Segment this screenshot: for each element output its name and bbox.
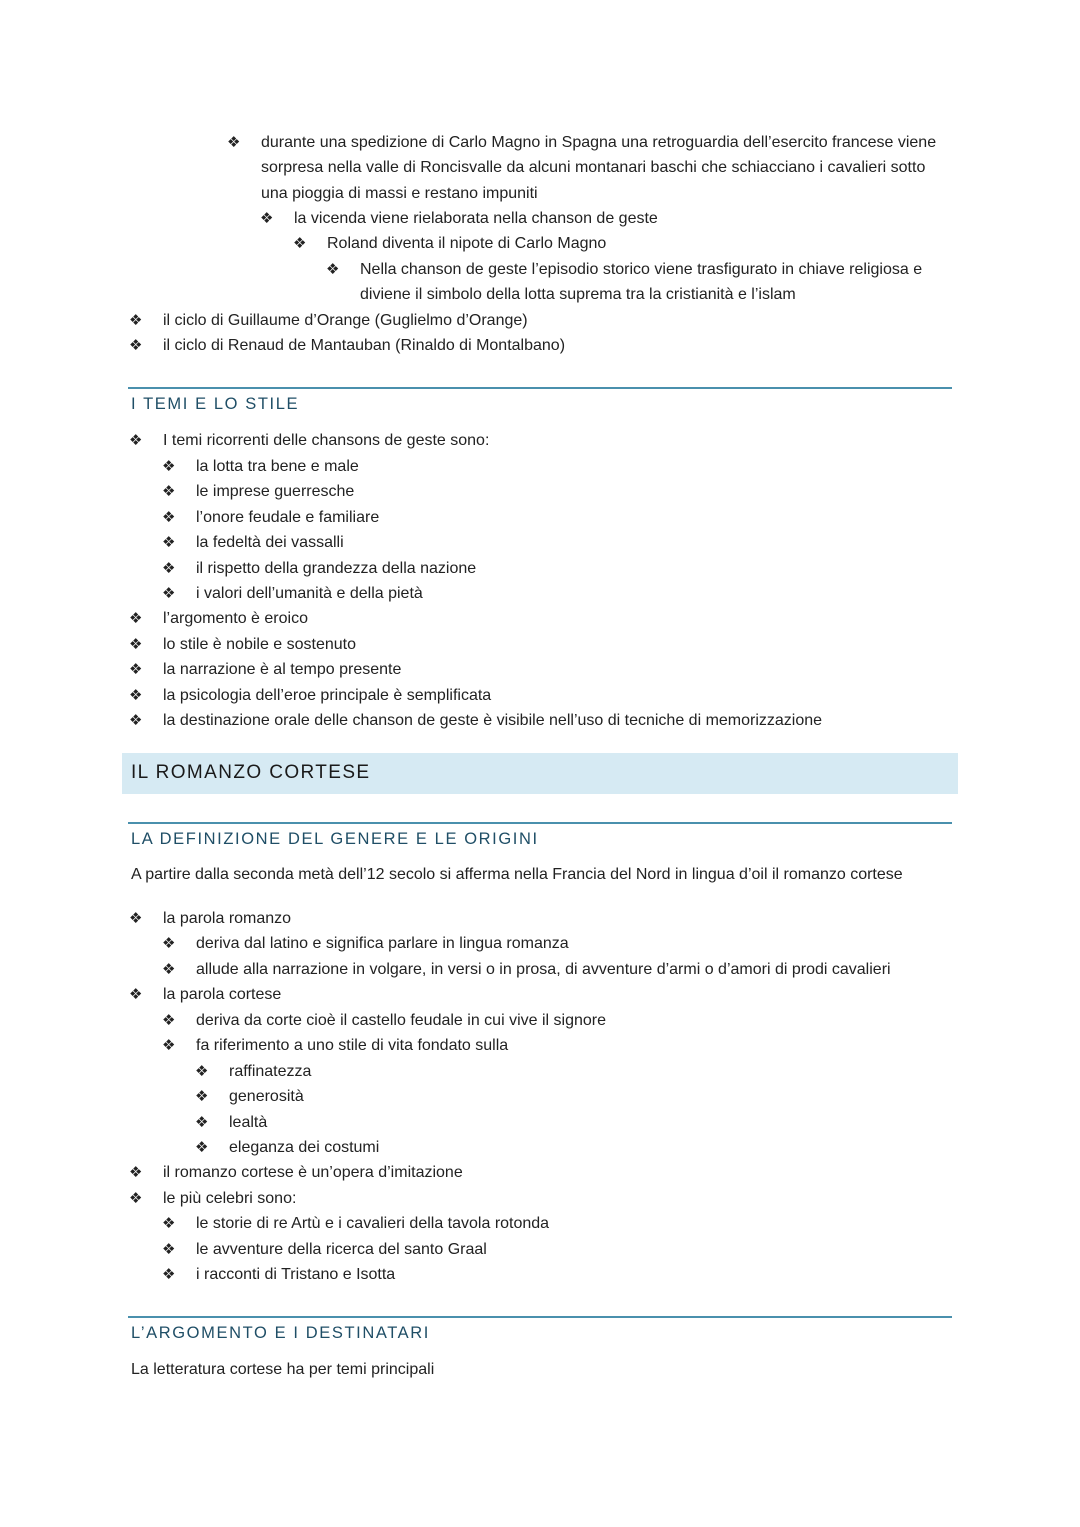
bullet-icon: ❖ [129,661,143,678]
bullet-icon: ❖ [162,560,176,577]
bullet-icon: ❖ [129,986,143,1003]
bullet-icon: ❖ [129,636,143,653]
bullet-icon: ❖ [195,1139,209,1156]
list-item: ❖ il ciclo di Guillaume d’Orange (Guglielmo d’Orange) [163,308,953,333]
paragraph: A partire dalla seconda metà dell’12 secolo si afferma nella Francia del Nord in lingua d’oil il romanzo cortese [131,866,903,883]
bullet-icon: ❖ [162,585,176,602]
list-item: ❖ raffinatezza [229,1059,953,1084]
paragraph: La letteratura cortese ha per temi principali [131,1361,435,1378]
bullet-icon: ❖ [162,935,176,952]
bullet-icon: ❖ [326,261,340,278]
bullet-icon: ❖ [195,1114,209,1131]
list-item: ❖ la fedeltà dei vassalli [196,530,953,555]
list-item: ❖ la parola romanzo [163,906,953,931]
chapter-banner [122,753,958,794]
list-item: ❖ le storie di re Artù e i cavalieri della tavola rotonda [196,1211,953,1236]
bullet-icon: ❖ [162,1266,176,1283]
section-heading: I TEMI E LO STILE [131,395,300,413]
list-item: ❖ il romanzo cortese è un’opera d’imitazione [163,1160,953,1185]
section-divider [128,822,952,824]
list-item: ❖ la destinazione orale delle chanson de geste è visibile nell’uso di tecniche di memorizzazione [163,708,953,733]
bullet-icon: ❖ [227,134,241,151]
list-item: ❖ allude alla narrazione in volgare, in versi o in prosa, di avventure d’armi o d’amori di prodi cavalieri [196,957,953,982]
list-item: ❖ la psicologia dell’eroe principale è semplificata [163,683,953,708]
bullet-icon: ❖ [129,312,143,329]
list-item: ❖ deriva dal latino e significa parlare in lingua romanza [196,931,953,956]
list-item: ❖ il rispetto della grandezza della nazione [196,556,953,581]
list-item: ❖ le avventure della ricerca del santo Graal [196,1237,953,1262]
bullet-icon: ❖ [162,1215,176,1232]
bullet-icon: ❖ [260,210,274,227]
list-item: ❖ l’argomento è eroico [163,606,953,631]
bullet-icon: ❖ [162,1241,176,1258]
list-item: ❖ l’onore feudale e familiare [196,505,953,530]
bullet-icon: ❖ [162,509,176,526]
list-item: ❖ il ciclo di Renaud de Mantauban (Rinaldo di Montalbano) [163,333,953,358]
list-item: ❖ durante una spedizione di Carlo Magno in Spagna una retroguardia dell’esercito francese viene sorpresa nella valle di Roncisvalle da alcuni montanari baschi che schiacciano i cavalieri sotto una pioggia di massi e restano impuniti [261,130,953,206]
bullet-icon: ❖ [162,1037,176,1054]
bullet-icon: ❖ [129,910,143,927]
list-item: ❖ i valori dell’umanità e della pietà [196,581,953,606]
bullet-icon: ❖ [195,1088,209,1105]
list-item: ❖ la lotta tra bene e male [196,454,953,479]
bullet-icon: ❖ [129,687,143,704]
bullet-icon: ❖ [293,235,307,252]
list-item: ❖ Nella chanson de geste l’episodio storico viene trasfigurato in chiave religiosa e diviene il simbolo della lotta suprema tra la cristianità e l’islam [360,257,953,308]
list-item: ❖ le più celebri sono: [163,1186,953,1211]
bullet-icon: ❖ [162,1012,176,1029]
bullet-icon: ❖ [195,1063,209,1080]
bullet-icon: ❖ [129,337,143,354]
list-item: ❖ eleganza dei costumi [229,1135,953,1160]
section-divider [128,387,952,389]
list-item: ❖ Roland diventa il nipote di Carlo Magno [327,231,953,256]
section-heading: L’ARGOMENTO E I DESTINATARI [131,1324,430,1342]
bullet-icon: ❖ [162,458,176,475]
list-item: ❖ la vicenda viene rielaborata nella chanson de geste [294,206,953,231]
list-item: ❖ la narrazione è al tempo presente [163,657,953,682]
bullet-icon: ❖ [162,483,176,500]
list-item: ❖ lealtà [229,1110,953,1135]
bullet-icon: ❖ [162,961,176,978]
bullet-icon: ❖ [129,610,143,627]
section-heading: LA DEFINIZIONE DEL GENERE E LE ORIGINI [131,830,539,848]
list-item: ❖ lo stile è nobile e sostenuto [163,632,953,657]
section-divider [128,1316,952,1318]
bullet-icon: ❖ [162,534,176,551]
chapter-title: IL ROMANZO CORTESE [131,762,371,783]
list-item: ❖ I temi ricorrenti delle chansons de geste sono: [163,428,953,453]
bullet-icon: ❖ [129,1190,143,1207]
list-item: ❖ fa riferimento a uno stile di vita fondato sulla [196,1033,953,1058]
list-item: ❖ generosità [229,1084,953,1109]
bullet-icon: ❖ [129,432,143,449]
list-item: ❖ la parola cortese [163,982,953,1007]
list-item: ❖ deriva da corte cioè il castello feudale in cui vive il signore [196,1008,953,1033]
list-item: ❖ i racconti di Tristano e Isotta [196,1262,953,1287]
bullet-icon: ❖ [129,1164,143,1181]
bullet-icon: ❖ [129,712,143,729]
list-item: ❖ le imprese guerresche [196,479,953,504]
